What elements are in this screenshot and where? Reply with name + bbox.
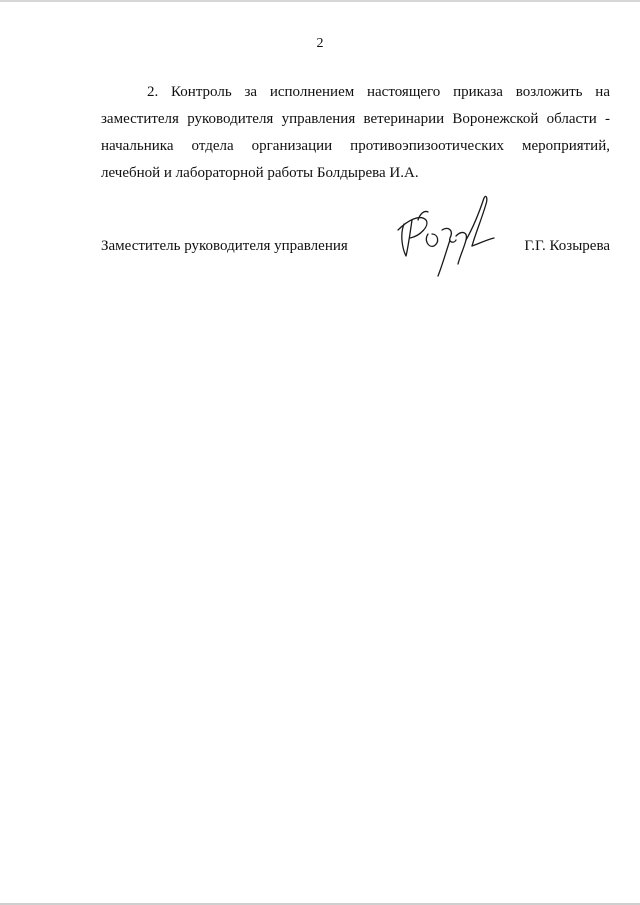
scan-edge-top [0, 0, 640, 2]
signature-row [101, 238, 610, 262]
paragraph-line: начальника отдела организации противоэпизоотических мероприятий, [101, 138, 610, 154]
paragraph-line: лечебной и лабораторной работы Болдырева И.А. [101, 165, 419, 181]
paragraph-line: заместителя руководителя управления ветеринарии Воронежской области - [101, 111, 610, 127]
paragraph-control-clause [101, 79, 610, 187]
signatory-name: Г.Г. Козырева [524, 238, 610, 254]
handwritten-signature-icon [390, 190, 500, 282]
paragraph-line: 2. Контроль за исполнением настоящего приказа возложить на [147, 84, 610, 100]
page-number: 2 [316, 36, 324, 51]
signatory-title: Заместитель руководителя управления [101, 238, 348, 254]
